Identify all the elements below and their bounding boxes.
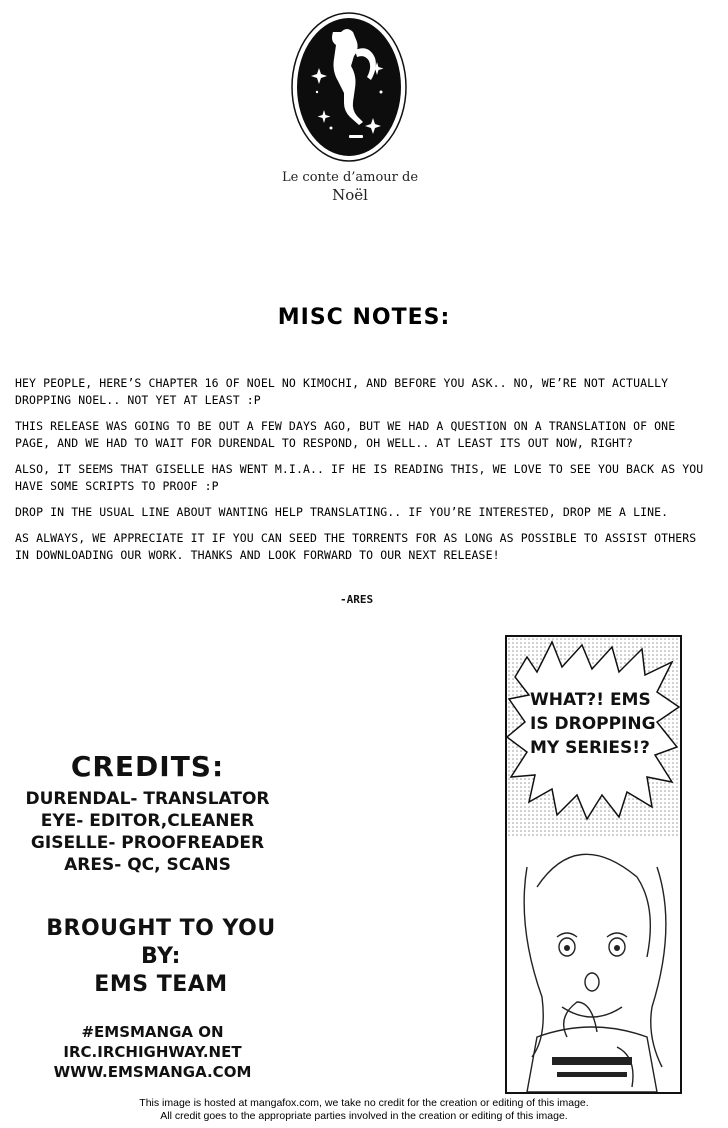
speech-bubble-text: [530, 688, 670, 760]
notes-paragraph: AS ALWAYS, WE APPRECIATE IT IF YOU CAN SEED THE TORRENTS FOR AS LONG AS POSSIBLE TO ASSIST OTHERS IN DOWNLOADING OUR WORK. THANKS AND LOOK FORWARD TO OUR NEXT RELEASE!: [15, 531, 697, 562]
misc-notes-title: MISC NOTES:: [277, 305, 451, 330]
credits-section: [20, 750, 275, 876]
bubble-line: WHAT?! EMS: [530, 690, 651, 710]
disclaimer-line: This image is hosted at mangafox.com, we take no credit for the creation or editing of this image.: [139, 1097, 589, 1109]
notes-paragraph: HEY PEOPLE, HERE’S CHAPTER 16 OF NOEL NO KIMOCHI, AND BEFORE YOU ASK.. NO, WE’RE NOT ACTUALLY DROPPING NOEL.. NOT YET AT LEAST :P: [15, 376, 669, 407]
team-name: EMS TEAM: [94, 972, 228, 997]
bubble-line: IS DROPPING: [530, 714, 656, 734]
brought-line: BY:: [141, 944, 181, 969]
notes-signature: -ARES: [340, 593, 374, 606]
notes-paragraph: ALSO, IT SEEMS THAT GISELLE HAS WENT M.I.A.. IF HE IS READING THIS, WE LOVE TO SEE YOU BACK AS YOU HAVE SOME SCRIPTS TO PROOF :P: [15, 462, 704, 493]
misc-notes-body: [15, 375, 715, 573]
logo-caption-subtitle: Le conte d’amour de: [281, 170, 419, 185]
credit-line: ARES- QC, SCANS: [64, 855, 231, 875]
notes-paragraph: THIS RELEASE WAS GOING TO BE OUT A FEW DAYS AGO, BUT WE HAD A QUESTION ON A TRANSLATION OF ONE PAGE, AND WE HAD TO WAIT FOR DURENDAL TO RESPOND, OH WELL.. AT LEAST ITS OUT NOW, RIGHT?: [15, 419, 676, 450]
bubble-line: MY SERIES!?: [530, 738, 650, 758]
skater-emblem-logo: [289, 10, 409, 165]
credit-line: DURENDAL- TRANSLATOR: [25, 789, 270, 809]
credits-title: CREDITS:: [70, 750, 225, 783]
brought-to-you-section: [22, 915, 300, 999]
disclaimer-line: All credit goes to the appropriate parties involved in the creation or editing of this image.: [160, 1110, 568, 1122]
irc-channel: #EMSMANGA ON: [81, 1023, 224, 1041]
website-link[interactable]: WWW.EMSMANGA.COM: [53, 1063, 252, 1081]
notes-paragraph: DROP IN THE USUAL LINE ABOUT WANTING HELP TRANSLATING.. IF YOU’RE INTERESTED, DROP ME A LINE.: [15, 505, 669, 519]
irc-server: IRC.IRCHIGHWAY.NET: [63, 1043, 242, 1061]
hosting-disclaimer: [0, 1097, 728, 1123]
contact-section: [30, 1022, 275, 1082]
credit-line: EYE- EDITOR,CLEANER: [40, 811, 255, 831]
credit-line: GISELLE- PROOFREADER: [30, 833, 265, 853]
brought-line: BROUGHT TO YOU: [46, 916, 276, 941]
logo-caption-title: Noël: [332, 186, 368, 204]
